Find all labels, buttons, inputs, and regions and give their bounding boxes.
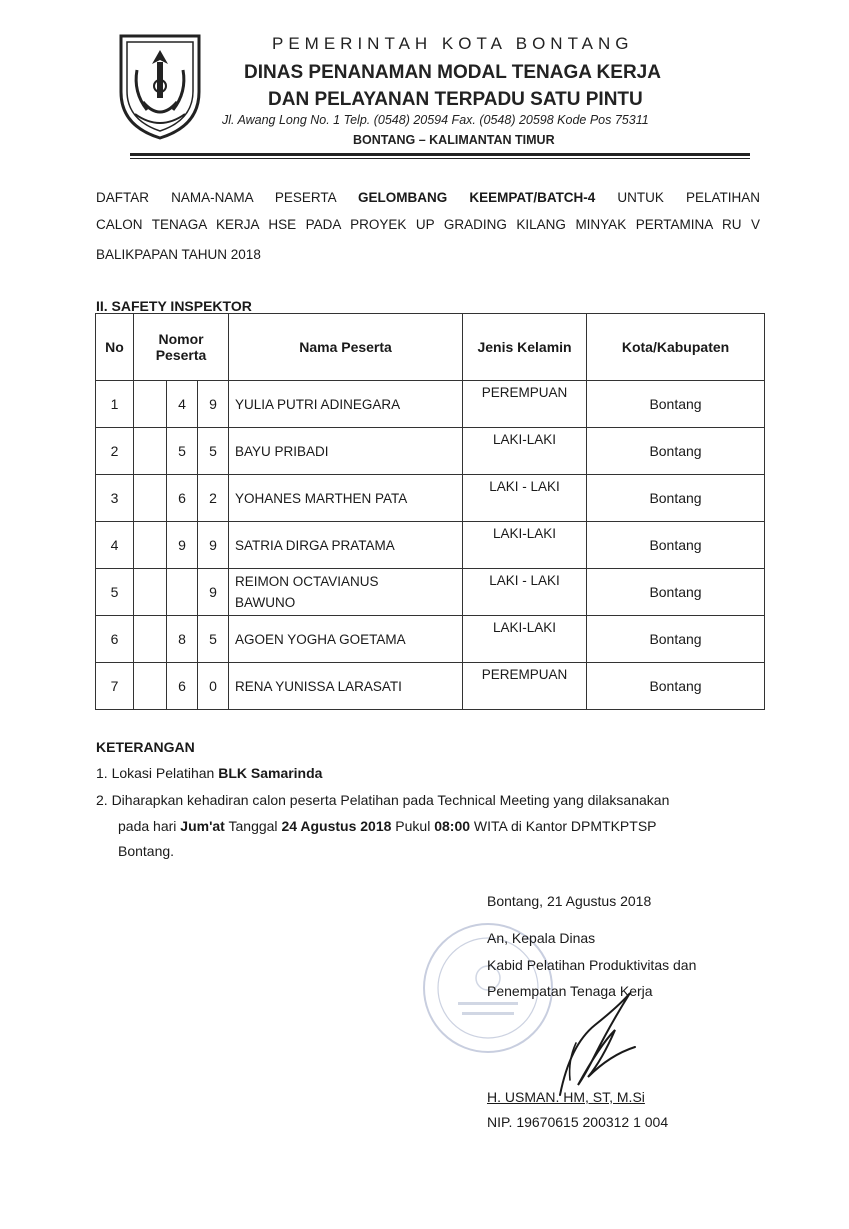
intro-text: DAFTAR NAMA-NAMA PESERTA [96, 190, 358, 205]
cell-name: YULIA PUTRI ADINEGARA [229, 381, 463, 428]
cell-digit [134, 569, 167, 616]
agency-name-line-2: DAN PELAYANAN TERPADU SATU PINTU [268, 89, 643, 110]
cell-gender: PEREMPUAN [463, 381, 587, 428]
note-2-line-3: Bontang. [118, 843, 175, 859]
cell-name [229, 569, 463, 616]
header-text: Nomor [158, 331, 204, 347]
name-text: REIMON OCTAVIANUS [235, 574, 379, 589]
cell-gender: LAKI - LAKI [463, 475, 587, 522]
note-2-line-2 [118, 818, 657, 834]
intro-line-2: CALON TENAGA KERJA HSE PADA PROYEK UP GRADING KILANG MINYAK PERTAMINA RU V [96, 217, 760, 232]
cell-digit: 2 [198, 475, 229, 522]
cell-name: AGOEN YOGHA GOETAMA [229, 616, 463, 663]
notes-title: KETERANGAN [96, 739, 195, 755]
table-row [96, 522, 765, 569]
cell-digit: 9 [198, 569, 229, 616]
signature-role-3: Penempatan Tenaga Kerja [487, 983, 653, 999]
cell-digit [134, 381, 167, 428]
cell-digit: 5 [167, 428, 198, 475]
cell-name: BAYU PRIBADI [229, 428, 463, 475]
cell-no: 3 [96, 475, 134, 522]
agency-name-line-1: DINAS PENANAMAN MODAL TENAGA KERJA [244, 62, 661, 83]
signature-role-1: An, Kepala Dinas [487, 930, 596, 946]
cell-name: SATRIA DIRGA PRATAMA [229, 522, 463, 569]
section-title: II. SAFETY INSPEKTOR [96, 298, 252, 314]
signatory-nip: NIP. 19670615 200312 1 004 [487, 1114, 669, 1130]
cell-city: Bontang [587, 616, 765, 663]
meeting-time: 08:00 [434, 818, 471, 834]
cell-digit: 9 [167, 522, 198, 569]
cell-no: 6 [96, 616, 134, 663]
cell-digit: 4 [167, 381, 198, 428]
cell-city: Bontang [587, 522, 765, 569]
cell-digit: 9 [198, 381, 229, 428]
government-line: PEMERINTAH KOTA BONTANG [272, 34, 634, 53]
table-row [96, 663, 765, 710]
cell-city: Bontang [587, 663, 765, 710]
intro-line-1 [96, 190, 760, 205]
note-text: WITA di Kantor DPMTKPTSP [470, 818, 657, 834]
intro-text: UNTUK PELATIHAN [595, 190, 760, 205]
participants-table [95, 313, 765, 710]
cell-digit: 9 [198, 522, 229, 569]
note-text: Pukul [391, 818, 435, 834]
cell-city: Bontang [587, 381, 765, 428]
cell-digit: 8 [167, 616, 198, 663]
cell-no: 5 [96, 569, 134, 616]
cell-no: 1 [96, 381, 134, 428]
cell-digit [134, 616, 167, 663]
cell-no: 7 [96, 663, 134, 710]
cell-gender: LAKI-LAKI [463, 428, 587, 475]
table-row [96, 428, 765, 475]
meeting-date: 24 Agustus 2018 [281, 818, 392, 834]
header-city: Kota/Kabupaten [587, 314, 765, 381]
cell-gender: LAKI-LAKI [463, 616, 587, 663]
signatory-name: H. USMAN. HM, ST, M.Si [487, 1089, 645, 1105]
cell-gender: LAKI-LAKI [463, 522, 587, 569]
letterhead-rule-thick [130, 153, 750, 156]
cell-digit [134, 663, 167, 710]
handwritten-signature-icon [540, 985, 650, 1105]
name-text: BAWUNO [235, 595, 296, 610]
cell-name: YOHANES MARTHEN PATA [229, 475, 463, 522]
note-2-line-1: 2. Diharapkan kehadiran calon peserta Pelatihan pada Technical Meeting yang dilaksanakan [96, 792, 670, 808]
intro-line-3: BALIKPAPAN TAHUN 2018 [96, 247, 261, 262]
table-row [96, 381, 765, 428]
table-row [96, 569, 765, 616]
city-emblem-icon [113, 30, 207, 142]
header-participant-number [134, 314, 229, 381]
cell-digit [134, 475, 167, 522]
meeting-day: Jum'at [180, 818, 225, 834]
header-gender: Jenis Kelamin [463, 314, 587, 381]
agency-address: Jl. Awang Long No. 1 Telp. (0548) 20594 Fax. (0548) 20598 Kode Pos 75311 [222, 113, 649, 127]
training-location: BLK Samarinda [218, 765, 323, 781]
cell-digit: 6 [167, 663, 198, 710]
cell-name: RENA YUNISSA LARASATI [229, 663, 463, 710]
cell-digit: 0 [198, 663, 229, 710]
header-text: Peserta [155, 347, 207, 363]
cell-gender: LAKI - LAKI [463, 569, 587, 616]
agency-city: BONTANG – KALIMANTAN TIMUR [353, 133, 555, 147]
table-row [96, 475, 765, 522]
note-text: 1. Lokasi Pelatihan [96, 765, 219, 781]
note-text: Tanggal [224, 818, 282, 834]
cell-digit: 5 [198, 616, 229, 663]
letterhead-rule-thin [130, 158, 750, 159]
cell-gender: PEREMPUAN [463, 663, 587, 710]
header-name: Nama Peserta [229, 314, 463, 381]
note-text: pada hari [118, 818, 181, 834]
signature-place-date: Bontang, 21 Agustus 2018 [487, 893, 652, 909]
table-header-row [96, 314, 765, 381]
cell-city: Bontang [587, 428, 765, 475]
batch-name: GELOMBANG KEEMPAT/BATCH-4 [358, 190, 596, 205]
note-1 [96, 765, 322, 781]
cell-no: 2 [96, 428, 134, 475]
cell-digit [134, 428, 167, 475]
cell-city: Bontang [587, 475, 765, 522]
cell-city: Bontang [587, 569, 765, 616]
cell-digit: 6 [167, 475, 198, 522]
signature-role-2: Kabid Pelatihan Produktivitas dan [487, 957, 697, 973]
cell-no: 4 [96, 522, 134, 569]
table-row [96, 616, 765, 663]
header-no: No [96, 314, 134, 381]
cell-digit: 5 [198, 428, 229, 475]
cell-digit [167, 569, 198, 616]
cell-digit [134, 522, 167, 569]
